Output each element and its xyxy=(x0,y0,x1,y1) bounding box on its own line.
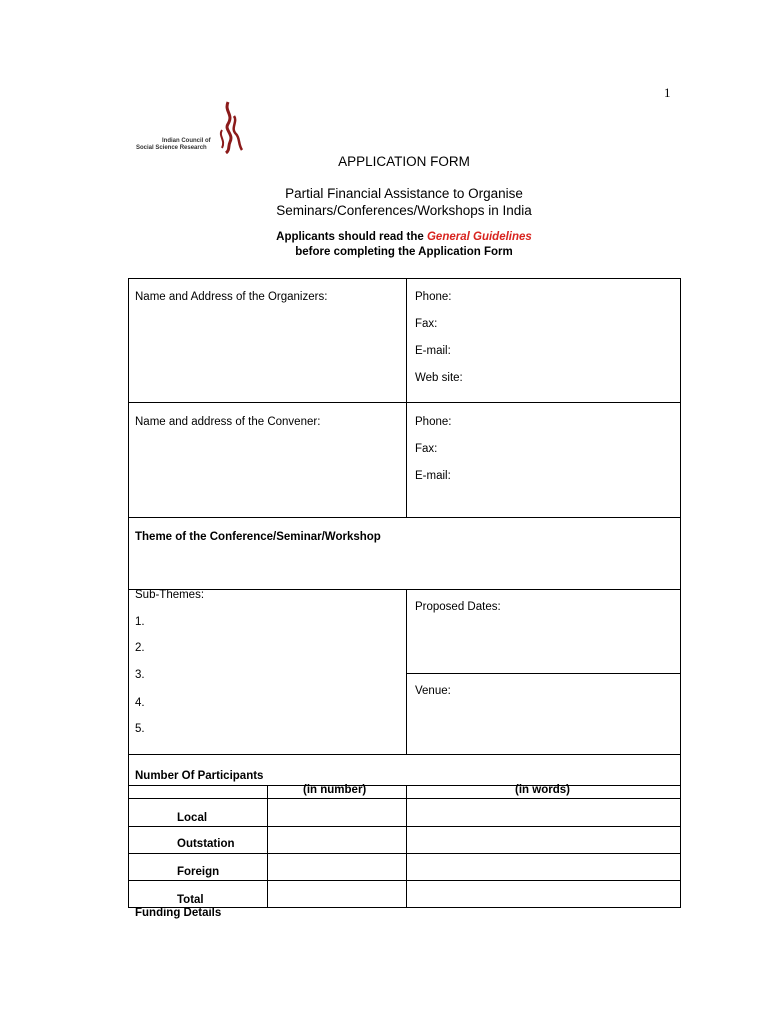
form-subtitle-line-1: Partial Financial Assistance to Organise xyxy=(285,186,523,201)
convener-fax-label: Fax: xyxy=(415,443,438,455)
row-divider xyxy=(129,517,680,518)
convener-name-address-field[interactable] xyxy=(135,435,401,513)
organizers-fax-label: Fax: xyxy=(415,318,438,330)
organizers-name-address-field[interactable] xyxy=(135,309,401,397)
logo-line-1: Indian Council of xyxy=(162,138,211,144)
row-divider xyxy=(129,589,680,590)
organizers-email-label: E-mail: xyxy=(415,345,451,357)
outstation-number-field[interactable] xyxy=(271,830,405,852)
row-divider xyxy=(129,853,680,854)
foreign-number-field[interactable] xyxy=(271,857,405,879)
total-words-field[interactable] xyxy=(411,884,679,906)
organizers-website-field[interactable] xyxy=(471,370,677,390)
icssr-logo xyxy=(136,100,246,156)
sub-theme-number: 3. xyxy=(135,669,145,681)
local-number-field[interactable] xyxy=(271,802,405,824)
sub-theme-number: 2. xyxy=(135,642,145,654)
convener-email-field[interactable] xyxy=(461,468,677,488)
application-form-table xyxy=(128,278,681,908)
theme-field[interactable] xyxy=(135,551,677,585)
row-divider xyxy=(129,754,680,755)
row-divider xyxy=(129,402,680,403)
participants-label: Number Of Participants xyxy=(135,770,264,782)
sub-theme-number: 4. xyxy=(135,697,145,709)
guidelines-note-line-1 xyxy=(0,231,768,243)
convener-phone-field[interactable] xyxy=(455,414,677,434)
row-divider xyxy=(129,798,680,799)
sub-theme-1-field[interactable] xyxy=(151,614,401,634)
sub-themes-label: Sub-Themes: xyxy=(135,589,205,601)
proposed-dates-label: Proposed Dates: xyxy=(415,601,501,613)
venue-label: Venue: xyxy=(415,685,451,697)
organizers-website-label: Web site: xyxy=(415,372,463,384)
guidelines-note-prefix: Applicants should read the xyxy=(276,231,427,243)
form-title: APPLICATION FORM xyxy=(338,154,470,169)
convener-fax-field[interactable] xyxy=(445,441,677,461)
row-divider xyxy=(406,673,680,674)
participants-row-outstation: Outstation xyxy=(177,838,235,850)
sub-theme-number: 5. xyxy=(135,723,145,735)
in-number-column-header: (in number) xyxy=(303,784,367,796)
outstation-words-field[interactable] xyxy=(411,830,679,852)
in-words-column-header: (in words) xyxy=(515,784,570,796)
logo-line-2: Social Science Research xyxy=(136,145,207,151)
page-number: 1 xyxy=(664,85,671,100)
participants-row-total: Total xyxy=(177,894,204,906)
convener-label: Name and address of the Convener: xyxy=(135,416,321,428)
organizers-phone-field[interactable] xyxy=(455,289,677,309)
proposed-dates-field[interactable] xyxy=(415,621,677,667)
column-divider xyxy=(406,589,407,754)
total-number-field[interactable] xyxy=(271,884,405,906)
guidelines-note-line-2: before completing the Application Form xyxy=(295,246,513,258)
venue-field[interactable] xyxy=(415,705,677,749)
sub-theme-5-field[interactable] xyxy=(151,721,401,741)
sub-theme-3-field[interactable] xyxy=(151,667,401,687)
row-divider xyxy=(129,826,680,827)
local-words-field[interactable] xyxy=(411,802,679,824)
form-subtitle-line-2: Seminars/Conferences/Workshops in India xyxy=(276,203,532,218)
sub-theme-number: 1. xyxy=(135,616,145,628)
convener-email-label: E-mail: xyxy=(415,470,451,482)
column-divider xyxy=(406,785,407,907)
theme-label: Theme of the Conference/Seminar/Workshop xyxy=(135,531,381,543)
sub-theme-4-field[interactable] xyxy=(151,695,401,715)
participants-row-foreign: Foreign xyxy=(177,866,220,878)
convener-phone-label: Phone: xyxy=(415,416,452,428)
sub-theme-2-field[interactable] xyxy=(151,640,401,660)
organizers-fax-field[interactable] xyxy=(445,316,677,336)
row-divider xyxy=(129,880,680,881)
foreign-words-field[interactable] xyxy=(411,857,679,879)
flame-emblem-icon xyxy=(216,100,246,154)
funding-details-label: Funding Details xyxy=(135,907,222,919)
organizers-phone-label: Phone: xyxy=(415,291,452,303)
participants-row-local: Local xyxy=(177,812,208,824)
general-guidelines-link[interactable]: General Guidelines xyxy=(426,231,532,243)
organizers-email-field[interactable] xyxy=(461,343,677,363)
logo-text xyxy=(136,138,211,152)
organizers-label: Name and Address of the Organizers: xyxy=(135,291,328,303)
column-divider xyxy=(406,279,407,517)
column-divider xyxy=(267,785,268,907)
row-divider xyxy=(129,785,680,786)
